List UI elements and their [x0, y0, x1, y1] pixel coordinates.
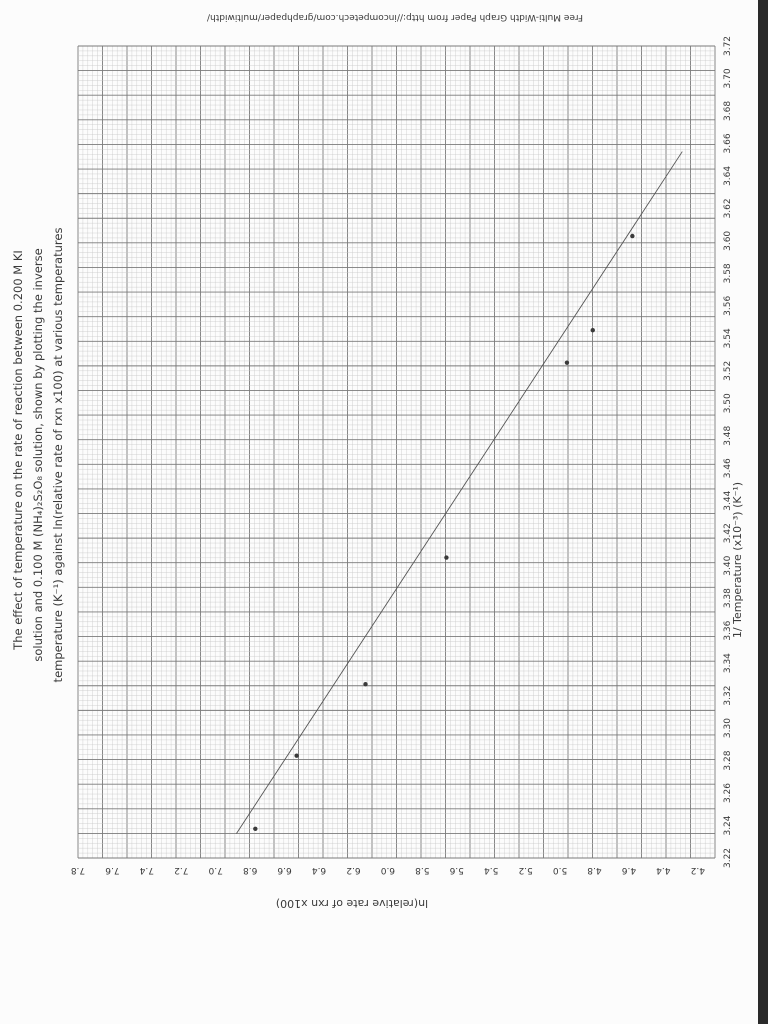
data-point-5 [565, 360, 569, 364]
grid [78, 46, 715, 858]
x-tick-label: 3.70 [723, 68, 733, 89]
data-point-3 [363, 682, 367, 686]
data-point-7 [630, 234, 634, 238]
y-tick-label: 4.4 [656, 865, 671, 875]
data-point-2 [294, 753, 298, 757]
y-tick-label: 4.2 [690, 865, 705, 875]
x-tick-label: 3.40 [723, 555, 733, 576]
x-tick-label: 3.44 [723, 490, 733, 511]
x-tick-label: 3.58 [723, 263, 733, 284]
x-tick-label: 3.64 [723, 165, 733, 186]
x-tick-label: 3.32 [723, 685, 733, 706]
x-tick-label: 3.24 [723, 815, 733, 836]
y-tick-label: 6.8 [242, 865, 258, 875]
y-tick-label: 7.2 [174, 865, 189, 875]
page-edge [758, 0, 768, 1024]
x-tick-label: 3.26 [723, 783, 733, 804]
y-tick-label: 7.6 [105, 865, 120, 875]
x-tick-label: 3.66 [723, 133, 733, 154]
x-tick-label: 3.22 [723, 847, 733, 869]
x-tick-label: 3.38 [723, 588, 733, 609]
x-tick-label: 3.30 [723, 718, 733, 739]
data-point-6 [591, 328, 595, 332]
data-point-4 [444, 555, 448, 559]
y-tick-label: 7.8 [70, 865, 86, 875]
data-point-1 [253, 827, 257, 831]
footer-url: Free Multi-Width Graph Paper from http://incompetech.com/graphpaper/multiwidth/ [207, 12, 583, 22]
x-tick-label: 3.68 [723, 100, 733, 121]
x-tick-label: 3.48 [723, 425, 733, 446]
x-tick-label: 3.42 [723, 523, 733, 544]
y-tick-label: 5.2 [518, 865, 533, 875]
y-tick-label: 6.2 [346, 865, 361, 875]
x-tick-label: 3.56 [723, 295, 733, 316]
y-axis-label: ln(relative rate of rxn x100) [275, 897, 429, 910]
x-tick-label: 3.54 [723, 328, 733, 349]
x-tick-label: 3.60 [723, 230, 733, 251]
y-tick-label: 4.8 [587, 865, 602, 875]
x-axis-label: 1/ Temperature (x10⁻³) (K⁻¹) [731, 481, 744, 639]
title-line-2: solution and 0.100 M (NH₄)₂S₂O₈ solution, shown by plotting the inverse [31, 248, 45, 662]
y-tick-label: 4.6 [621, 865, 637, 875]
x-tick-label: 3.36 [723, 620, 733, 641]
y-tick-label: 5.6 [449, 865, 464, 875]
title-line-3: temperature (K⁻¹) against ln(relative rate of rxn x100) at various temperatures [51, 227, 65, 683]
y-tick-label: 5.4 [484, 865, 499, 875]
title-line-1: The effect of temperature on the rate of reaction between 0.200 M KI [11, 250, 25, 650]
x-tick-label: 3.52 [723, 360, 733, 381]
x-tick-labels [723, 36, 733, 868]
y-tick-label: 7.0 [208, 865, 223, 875]
x-tick-label: 3.72 [723, 35, 733, 57]
x-tick-label: 3.62 [723, 198, 733, 219]
x-tick-label: 3.34 [723, 653, 733, 674]
x-tick-label: 3.28 [723, 750, 733, 771]
y-tick-label: 7.4 [139, 865, 155, 875]
data-points [253, 234, 634, 831]
y-tick-label: 6.6 [277, 865, 292, 875]
y-tick-label: 5.0 [552, 865, 568, 875]
y-tick-label: 5.8 [415, 865, 430, 875]
y-tick-label: 6.4 [311, 865, 327, 875]
x-tick-label: 3.46 [723, 458, 733, 479]
y-tick-label: 6.0 [380, 865, 396, 875]
y-tick-labels [71, 865, 705, 875]
x-tick-label: 3.50 [723, 393, 733, 414]
